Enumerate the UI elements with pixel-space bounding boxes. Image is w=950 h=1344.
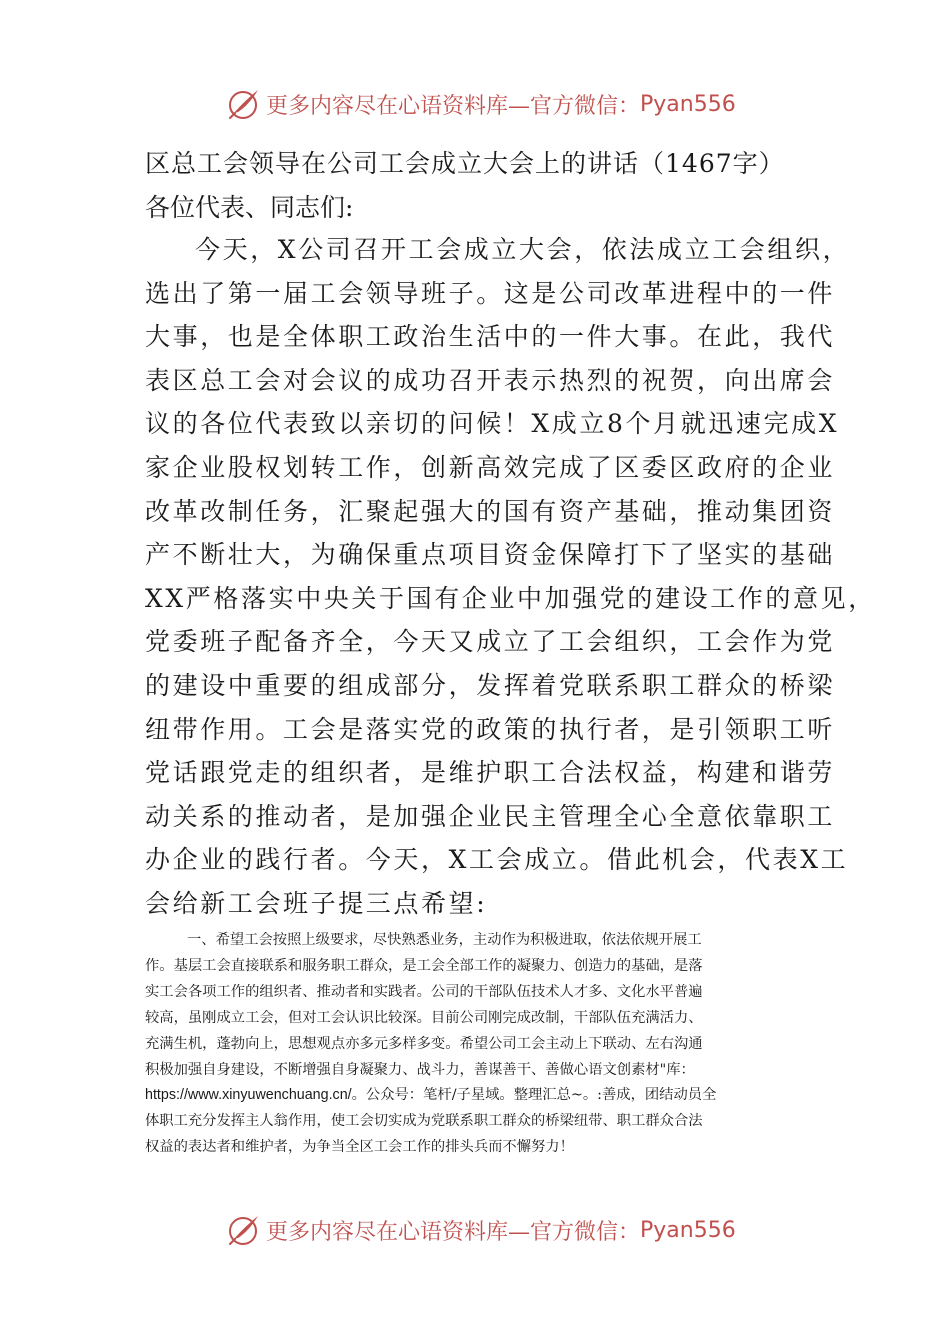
paragraph-line: 的建设中重要的组成部分，发挥着党联系职工群众的桥梁 bbox=[145, 670, 836, 700]
salutation: 各位代表、同志们: bbox=[145, 193, 354, 222]
wechat-id: Pyan556 bbox=[640, 91, 736, 117]
website-url: https://www.xinyuwenchuang.cn/ bbox=[145, 1087, 352, 1104]
paragraph-line: 充满生机，蓬勃向上，思想观点亦多元多样多变。希望公司工会主动上下联动、左右沟通 bbox=[145, 1035, 703, 1052]
paragraph-line: 办企业的践行者。今天，X工会成立。借此机会，代表X工 bbox=[145, 845, 849, 875]
paragraph-line: 产不断壮大，为确保重点项目资金保障打下了坚实的基础 bbox=[145, 540, 836, 570]
paragraph-line: 议的各位代表致以亲切的问候！X成立8个月就迅速完成X bbox=[145, 409, 840, 439]
paragraph-line: 纽带作用。工会是落实党的政策的执行者，是引领职工听 bbox=[145, 714, 836, 744]
header-watermark-banner bbox=[226, 86, 736, 122]
paragraph-line: 党委班子配备齐全，今天又成立了工会组织，工会作为党 bbox=[145, 627, 836, 657]
paragraph-line: 积极加强自身建设，不断增强自身凝聚力、战斗力，善谋善干、善做心语文创素材"库： bbox=[145, 1061, 695, 1078]
paragraph-line-rest: 。公众号：笔杆/子星域。整理汇总~。:善成，团结动员全 bbox=[351, 1087, 717, 1104]
feather-pen-logo-icon bbox=[226, 86, 262, 122]
footer-watermark-banner bbox=[226, 1212, 736, 1248]
paragraph-line: 一、希望工会按照上级要求，尽快熟悉业务，主动作为积极进取，依法依规开展工 bbox=[187, 932, 702, 948]
paragraph-line: 会给新工会班子提三点希望: bbox=[145, 888, 488, 918]
paragraph-line: 表区总工会对会议的成功召开表示热烈的祝贺，向出席会 bbox=[145, 365, 836, 395]
document-title: 区总工会领导在公司工会成立大会上的讲话（1467字） bbox=[145, 149, 785, 178]
paragraph-line: 作。基层工会直接联系和服务职工群众，是工会全部工作的凝聚力、创造力的基础，是落 bbox=[145, 957, 703, 974]
banner-text: 更多内容尽在心语资料库—官方微信： bbox=[266, 93, 641, 119]
feather-pen-logo-icon bbox=[226, 1212, 262, 1248]
paragraph-line: 党话跟党走的组织者，是维护职工合法权益，构建和谐劳 bbox=[145, 758, 836, 788]
paragraph-line: 选出了第一届工会领导班子。这是公司改革进程中的一件 bbox=[145, 278, 836, 308]
paragraph-line: 权益的表达者和维护者，为争当全区工会工作的排头兵而不懈努力！ bbox=[145, 1139, 574, 1156]
paragraph-line: 实工会各项工作的组织者、推动者和实践者。公司的干部队伍技术人才多、文化水平普遍 bbox=[145, 983, 703, 1000]
paragraph-line: 较高，虽刚成立工会，但对工会认识比较深。目前公司刚完成改制，干部队伍充满活力、 bbox=[145, 1009, 703, 1026]
paragraph-line: 动关系的推动者，是加强企业民主管理全心全意依靠职工 bbox=[145, 801, 836, 831]
paragraph-line: 改革改制任务，汇聚起强大的国有资产基础，推动集团资 bbox=[145, 496, 836, 526]
paragraph-line: 大事，也是全体职工政治生活中的一件大事。在此，我代 bbox=[145, 322, 836, 352]
paragraph-line: 家企业股权划转工作，创新高效完成了区委区政府的企业 bbox=[145, 452, 836, 482]
speech-paragraph-main bbox=[145, 228, 876, 926]
paragraph-line: 今天，X公司召开工会成立大会，依法成立工会组织， bbox=[195, 235, 851, 264]
speech-paragraph-hope-one bbox=[145, 928, 805, 1161]
banner-text: 更多内容尽在心语资料库—官方微信： bbox=[266, 1219, 641, 1245]
paragraph-line: 体职工充分发挥主人翁作用，使工会切实成为党联系职工群众的桥梁纽带、职工群众合法 bbox=[145, 1113, 703, 1130]
paragraph-line-with-url bbox=[145, 1083, 805, 1109]
wechat-id: Pyan556 bbox=[640, 1217, 736, 1243]
paragraph-line: XX严格落实中央关于国有企业中加强党的建设工作的意见， bbox=[145, 583, 876, 613]
